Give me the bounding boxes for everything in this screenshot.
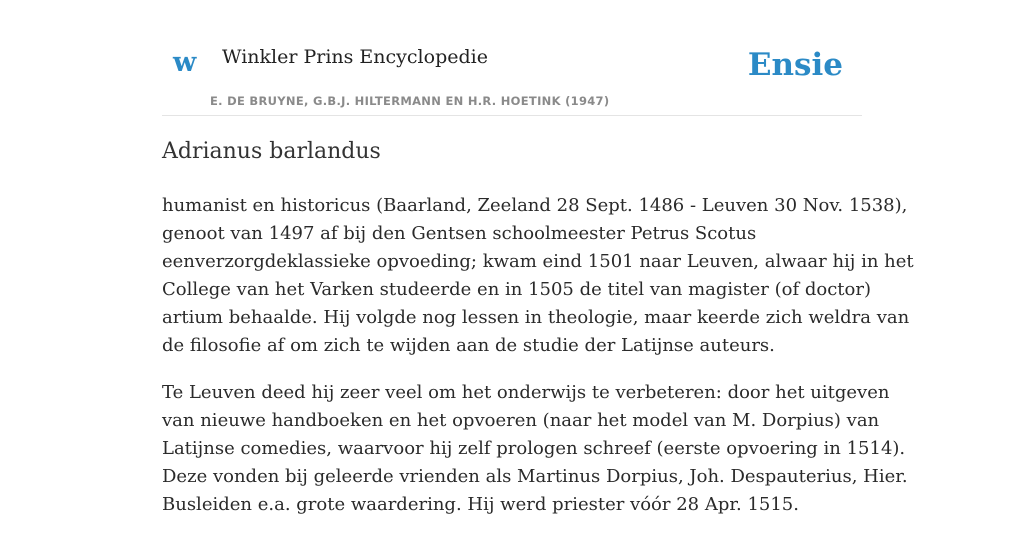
winkler-prins-logo[interactable]: w: [173, 47, 197, 78]
article-body: [162, 192, 914, 538]
page: [162, 0, 914, 515]
text-line: Latijnse comedies, waarvoor hij zelf prologen schreef (eerste opvoering in 1514).: [162, 438, 906, 459]
ensie-logo[interactable]: Ensie: [747, 47, 843, 83]
book-authors: E. DE BRUYNE, G.B.J. HILTERMANN EN H.R. HOETINK (1947): [210, 94, 610, 108]
text-line: eenverzorgdeklassieke opvoeding; kwam eind 1501 naar Leuven, alwaar hij in het: [162, 251, 914, 272]
site-header: [162, 0, 862, 116]
book-title[interactable]: Winkler Prins Encyclopedie: [222, 46, 488, 68]
text-line: humanist en historicus (Baarland, Zeeland 28 Sept. 1486 - Leuven 30 Nov. 1538),: [162, 195, 908, 216]
text-line: genoot van 1497 af bij den Gentsen schoolmeester Petrus Scotus: [162, 223, 757, 244]
text-line: College van het Varken studeerde en in 1505 de titel van magister (of doctor): [162, 279, 871, 300]
text-line: Te Leuven deed hij zeer veel om het onderwijs te verbeteren: door het uitgeven: [162, 382, 890, 403]
article-title: Adrianus barlandus: [162, 139, 381, 164]
text-line: de filosofie af om zich te wijden aan de studie der Latijnse auteurs.: [162, 335, 775, 356]
text-line: van nieuwe handboeken en het opvoeren (naar het model van M. Dorpius) van: [162, 410, 880, 431]
text-line: artium behaalde. Hij volgde nog lessen in theologie, maar keerde zich weldra van: [162, 307, 910, 328]
text-line: Busleiden e.a. grote waardering. Hij werd priester vóór 28 Apr. 1515.: [162, 494, 799, 515]
text-line: Deze vonden bij geleerde vrienden als Martinus Dorpius, Joh. Despauterius, Hier.: [162, 466, 908, 487]
paragraph: [162, 379, 908, 519]
paragraph: [162, 192, 914, 360]
